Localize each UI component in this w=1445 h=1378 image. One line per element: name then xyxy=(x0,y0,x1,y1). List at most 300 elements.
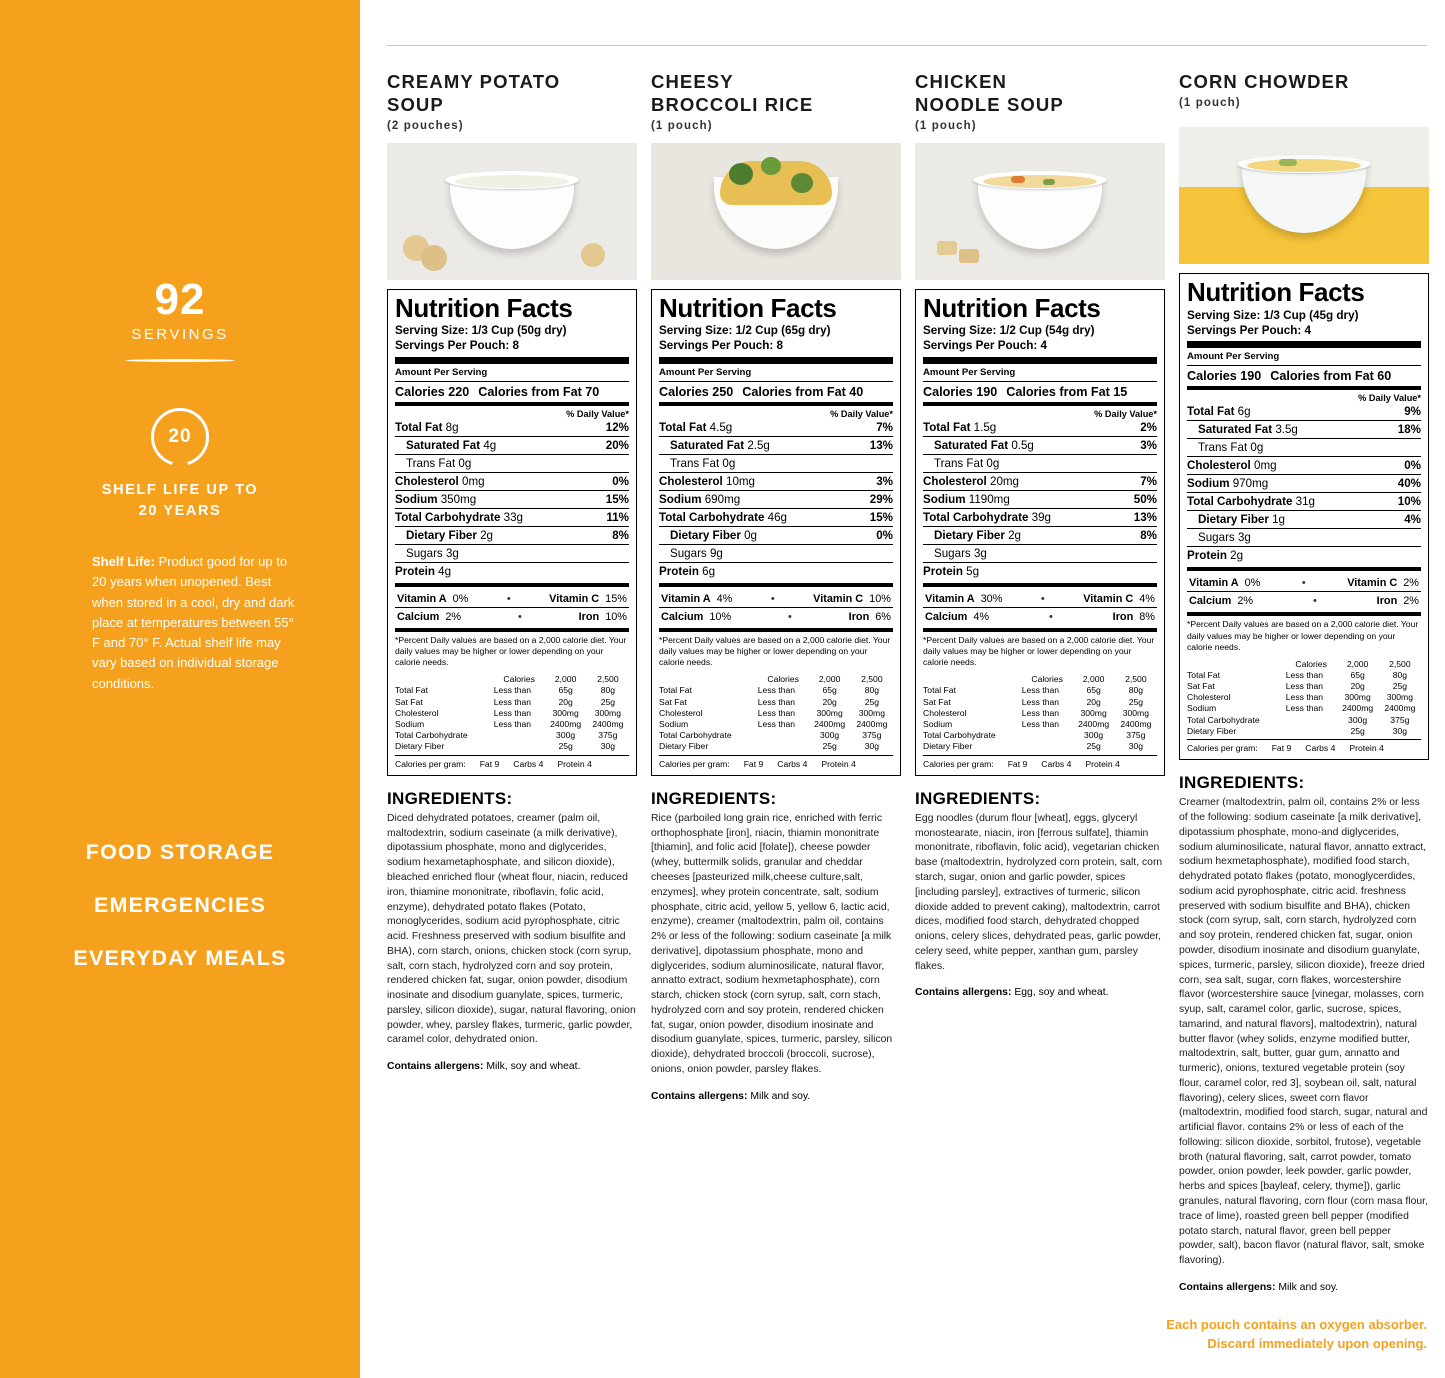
nutrient-label-2-1: Saturated Fat 0.5g xyxy=(934,439,1034,453)
daily-value-header-1: % Daily Value* xyxy=(830,409,893,420)
calcium-1: Calcium 10% xyxy=(661,610,732,623)
dv-ref-2000-3-0: 65g xyxy=(1350,669,1365,680)
dv-reference-table-2: Calories 2,000 2,500 Total Fat Less than 65g 80g Sat Fat Less than 20g 25g Cholesterol Less than 300mg 300mg Sodium Less than 2400mg 2400mg Total Carbohydrate 300g 375g Dietary Fiber 25g 30g xyxy=(923,674,1157,752)
serving-size-0: Serving Size: 1/3 Cup (50g dry) xyxy=(395,324,567,338)
dv-ref-qual-2-2: Less than xyxy=(1021,707,1060,718)
dv-reference-row-3-5 xyxy=(1187,725,1421,736)
nutrient-label-1-4: Sodium 690mg xyxy=(659,493,741,507)
divider-swoosh xyxy=(125,359,235,362)
dv-reference-table-1: Calories 2,000 2,500 Total Fat Less than 65g 80g Sat Fat Less than 20g 25g Cholesterol Less than 300mg 300mg Sodium Less than 2400mg 2400mg Total Carbohydrate 300g 375g Dietary Fiber 25g 30g xyxy=(659,674,893,752)
top-divider xyxy=(387,45,1427,46)
dv-ref-2000-3-5: 25g xyxy=(1350,725,1365,736)
dv-ref-name-2-4: Total Carbohydrate xyxy=(923,730,996,741)
dv-reference-row-2-2 xyxy=(923,707,1157,718)
servings-count: 92 xyxy=(154,275,206,324)
nutrient-dv-0-6: 8% xyxy=(612,529,629,543)
dv-ref-qual-1-0: Less than xyxy=(757,685,796,696)
dv-ref-name-2-3: Sodium xyxy=(923,718,953,729)
dv-ref-name-2-1: Sat Fat xyxy=(923,696,951,707)
nutrient-dv-0-5: 11% xyxy=(606,511,629,525)
nutrient-row-2-2 xyxy=(923,454,1157,472)
dv-ref-2500-0-5: 30g xyxy=(600,741,616,752)
nutrient-dv-1-3: 3% xyxy=(876,475,893,489)
dv-ref-2000-0-0: 65g xyxy=(558,685,573,696)
shelf-life-badge-line1: SHELF LIFE UP TO xyxy=(101,482,259,498)
badge-notch xyxy=(172,456,189,473)
ingredients-heading-0: INGREDIENTS: xyxy=(387,788,513,808)
vitamin-a-3: Vitamin A 0% xyxy=(1189,576,1261,589)
dv-ref-qual-2-0: Less than xyxy=(1021,685,1060,696)
dv-ref-name-0-0: Total Fat xyxy=(395,685,428,696)
dv-ref-2500-3-2: 300mg xyxy=(1386,692,1413,703)
dv-reference-row-2-4 xyxy=(923,730,1157,741)
mineral-dot-2: • xyxy=(1048,610,1053,623)
nutrition-facts-title-1: Nutrition Facts xyxy=(659,292,837,323)
dv-ref-qual-1-2: Less than xyxy=(757,707,796,718)
tagline-emergencies: EMERGENCIES xyxy=(93,893,267,917)
nutrient-row-1-7 xyxy=(659,544,893,562)
calcium-2: Calcium 4% xyxy=(925,610,990,623)
nutrient-row-0-8 xyxy=(395,562,629,580)
calories-per-gram-1 xyxy=(659,755,893,769)
dv-ref-2500-3-0: 80g xyxy=(1392,669,1408,680)
dv-reference-row-1-3 xyxy=(659,718,893,729)
nutrition-facts-title-0: Nutrition Facts xyxy=(395,292,573,323)
product-column-2 xyxy=(915,70,1165,1001)
dv-reference-row-3-2 xyxy=(1187,692,1421,703)
nutrient-row-2-3 xyxy=(923,472,1157,490)
nutrient-label-2-5: Total Carbohydrate 39g xyxy=(923,511,1052,525)
calories-value-3: Calories 190 xyxy=(1187,369,1262,384)
calories-value-2: Calories 190 xyxy=(923,385,998,400)
product-column-1 xyxy=(651,70,901,1104)
dv-reference-row-3-4 xyxy=(1187,714,1421,725)
cal-per-gram-protein-0: Protein 4 xyxy=(557,758,592,769)
nutrient-row-0-6 xyxy=(395,526,629,544)
nutrient-row-3-1 xyxy=(1187,420,1421,438)
dv-ref-2000-3-2: 300mg xyxy=(1344,692,1371,703)
product-title-3 xyxy=(1179,70,1429,118)
dv-ref-2500-3-5: 30g xyxy=(1392,725,1408,736)
nutrient-row-1-8 xyxy=(659,562,893,580)
nutrient-dv-3-3: 0% xyxy=(1404,459,1421,473)
cal-per-gram-carbs-0: Carbs 4 xyxy=(513,758,544,769)
dv-ref-name-0-5: Dietary Fiber xyxy=(395,741,445,752)
nutrient-label-3-3: Cholesterol 0mg xyxy=(1187,459,1277,473)
servings-block xyxy=(0,275,360,362)
dv-ref-2500-0-4: 375g xyxy=(598,730,618,741)
nutrient-label-0-8: Protein 4g xyxy=(395,565,452,579)
nutrient-row-1-1 xyxy=(659,436,893,454)
vitamin-dot-0: • xyxy=(506,592,511,605)
dv-ref-2500-2-4: 375g xyxy=(1126,730,1146,741)
nutrient-dv-1-0: 7% xyxy=(876,421,893,435)
dv-ref-qual-2-1: Less than xyxy=(1021,696,1060,707)
dv-reference-row-0-0 xyxy=(395,685,629,696)
nutrition-facts-panel-2 xyxy=(915,289,1165,776)
dv-ref-2000-0-4: 300g xyxy=(556,730,576,741)
nutrient-row-3-8 xyxy=(1187,546,1421,564)
nutrient-label-1-5: Total Carbohydrate 46g xyxy=(659,511,788,525)
dv-ref-2000-1-4: 300g xyxy=(820,730,840,741)
dv-ref-name-3-3: Sodium xyxy=(1187,703,1217,714)
product-panels xyxy=(360,0,1445,1378)
nutrient-dv-2-4: 50% xyxy=(1133,493,1157,507)
dv-ref-name-0-2: Cholesterol xyxy=(395,707,439,718)
dv-ref-2500-2-2: 300mg xyxy=(1122,707,1149,718)
dv-reference-row-1-1 xyxy=(659,696,893,707)
dv-ref-2500-1-3: 2400mg xyxy=(856,718,888,729)
dv-ref-2500-1-0: 80g xyxy=(864,685,880,696)
dv-ref-qual-3-3: Less than xyxy=(1285,703,1324,714)
nutrient-label-2-0: Total Fat 1.5g xyxy=(923,421,997,435)
dv-ref-name-0-1: Sat Fat xyxy=(395,696,423,707)
amount-per-serving-3: Amount Per Serving xyxy=(1187,351,1280,363)
nutrient-dv-3-5: 10% xyxy=(1397,495,1421,509)
shelf-life-badge-circle xyxy=(151,408,209,466)
dv-ref-2500-0-2: 300mg xyxy=(594,707,621,718)
servings-per-pouch-3: Servings Per Pouch: 4 xyxy=(1187,323,1312,337)
dv-ref-qual-0-4 xyxy=(494,730,545,741)
calories-from-fat-3: Calories from Fat 60 xyxy=(1270,369,1392,384)
nutrient-row-2-1 xyxy=(923,436,1157,454)
dv-reference-row-2-0 xyxy=(923,685,1157,696)
nutrient-row-0-7 xyxy=(395,544,629,562)
nutrient-label-3-7: Sugars 3g xyxy=(1198,531,1251,545)
dv-reference-row-1-5 xyxy=(659,741,893,752)
daily-value-header-2: % Daily Value* xyxy=(1094,409,1157,420)
dv-ref-qual-3-2: Less than xyxy=(1285,692,1324,703)
dv-ref-qual-0-5 xyxy=(494,741,545,752)
shelf-life-note-title: Shelf Life: xyxy=(92,554,155,569)
nutrition-facts-title-2: Nutrition Facts xyxy=(923,292,1101,323)
iron-0: Iron 10% xyxy=(578,610,627,623)
cal-per-gram-carbs-2: Carbs 4 xyxy=(1041,758,1072,769)
dv-ref-2500-3-4: 375g xyxy=(1390,714,1410,725)
nutrient-label-0-7: Sugars 3g xyxy=(406,547,459,561)
vitamin-c-0: Vitamin C 15% xyxy=(549,592,627,605)
oxygen-absorber-line1: Each pouch contains an oxygen absorber. xyxy=(1166,1317,1427,1333)
nutrient-row-0-3 xyxy=(395,472,629,490)
nutrient-label-2-6: Dietary Fiber 2g xyxy=(934,529,1022,543)
nutrient-label-2-8: Protein 5g xyxy=(923,565,980,579)
nutrient-row-2-5 xyxy=(923,508,1157,526)
nutrient-dv-2-0: 2% xyxy=(1140,421,1157,435)
nutrient-label-0-2: Trans Fat 0g xyxy=(406,457,472,471)
nutrient-dv-0-1: 20% xyxy=(605,439,629,453)
nutrient-dv-3-0: 9% xyxy=(1404,405,1421,419)
dv-reference-row-1-4 xyxy=(659,730,893,741)
dv-reference-table-3: Calories 2,000 2,500 Total Fat Less than 65g 80g Sat Fat Less than 20g 25g Cholesterol Less than 300mg 300mg Sodium Less than 2400mg 2400mg Total Carbohydrate 300g 375g Dietary Fiber 25g 30g xyxy=(1187,658,1421,736)
mineral-row-0 xyxy=(395,607,629,625)
vitamin-row-1 xyxy=(659,590,893,607)
dv-ref-name-0-4: Total Carbohydrate xyxy=(395,730,468,741)
ingredients-heading-2: INGREDIENTS: xyxy=(915,788,1041,808)
dv-ref-2000-0-3: 2400mg xyxy=(550,718,582,729)
nutrient-label-1-1: Saturated Fat 2.5g xyxy=(670,439,770,453)
dv-ref-name-1-5: Dietary Fiber xyxy=(659,741,709,752)
nutrient-row-0-4 xyxy=(395,490,629,508)
nutrient-label-1-0: Total Fat 4.5g xyxy=(659,421,733,435)
dv-reference-row-0-3 xyxy=(395,718,629,729)
dv-ref-2000-0-2: 300mg xyxy=(552,707,579,718)
dv-ref-2000-0-1: 20g xyxy=(558,696,573,707)
dv-ref-2500-3-3: 2400mg xyxy=(1384,703,1416,714)
nutrient-label-2-7: Sugars 3g xyxy=(934,547,987,561)
nutrient-row-1-6 xyxy=(659,526,893,544)
dv-reference-row-0-1 xyxy=(395,696,629,707)
nutrient-label-3-1: Saturated Fat 3.5g xyxy=(1198,423,1298,437)
dv-ref-2000-3-3: 2400mg xyxy=(1342,703,1374,714)
nutrient-row-1-5 xyxy=(659,508,893,526)
dv-ref-2500-1-1: 25g xyxy=(864,696,880,707)
dv-ref-name-1-1: Sat Fat xyxy=(659,696,687,707)
ingredients-heading-3: INGREDIENTS: xyxy=(1179,773,1305,793)
ingredients-text-2: Egg noodles (durum flour [wheat], eggs, glyceryl monostearate, niacin, iron [ferrous sulfate], thiamin mononitrate, riboflavin, folic acid), vegetarian chicken base (maltodextrin, hydrolyzed corn protein, salt, corn starch, sugar, onion and garlic powder, spices [including parsley], extractives of turmeric, silicon dioxide added to prevent caking), maltodextrin, carrot dices, modified food starch, dehydrated chopped onions, celery slices, dehydrated peas, garlic powder, celery seed, white pepper, xanthan gum, parsley flakes. xyxy=(915,812,1163,972)
nutrient-label-1-3: Cholesterol 10mg xyxy=(659,475,756,489)
ingredients-heading-1: INGREDIENTS: xyxy=(651,788,777,808)
dv-ref-2500-2-0: 80g xyxy=(1128,685,1144,696)
nutrient-label-3-5: Total Carbohydrate 31g xyxy=(1187,495,1316,509)
dv-ref-2000-2-1: 20g xyxy=(1086,696,1101,707)
cal-per-gram-carbs-3: Carbs 4 xyxy=(1305,743,1336,754)
nutrient-label-0-6: Dietary Fiber 2g xyxy=(406,529,494,543)
product-title-line1-3: CORN CHOWDER xyxy=(1179,71,1350,92)
nutrient-label-0-0: Total Fat 8g xyxy=(395,421,459,435)
dv-ref-qual-2-5 xyxy=(1022,741,1073,752)
nutrient-row-1-0 xyxy=(659,419,893,436)
mineral-dot-3: • xyxy=(1312,594,1317,607)
calcium-0: Calcium 2% xyxy=(397,610,462,623)
calories-from-fat-2: Calories from Fat 15 xyxy=(1006,385,1128,400)
vitamin-c-1: Vitamin C 10% xyxy=(813,592,891,605)
nutrient-dv-3-4: 40% xyxy=(1397,477,1421,491)
calories-row-0 xyxy=(395,385,629,399)
vitamin-dot-2: • xyxy=(1040,592,1045,605)
nutrient-label-3-0: Total Fat 6g xyxy=(1187,405,1251,419)
cal-per-gram-protein-3: Protein 4 xyxy=(1349,743,1384,754)
calories-value-1: Calories 250 xyxy=(659,385,734,400)
shelf-life-note xyxy=(92,552,300,694)
product-title-line1-2: CHICKEN xyxy=(915,71,1007,92)
servings-label: SERVINGS xyxy=(131,326,229,343)
dv-ref-2000-1-1: 20g xyxy=(822,696,837,707)
calcium-3: Calcium 2% xyxy=(1189,594,1254,607)
dv-ref-2000-2-3: 2400mg xyxy=(1078,718,1110,729)
nutrition-facts-title-3: Nutrition Facts xyxy=(1187,277,1365,307)
nutrient-dv-1-6: 0% xyxy=(876,529,893,543)
nutrient-row-2-7 xyxy=(923,544,1157,562)
servings-per-pouch-0: Servings Per Pouch: 8 xyxy=(395,339,520,353)
dv-ref-2500-0-0: 80g xyxy=(600,685,616,696)
dv-ref-2500-1-2: 300mg xyxy=(858,707,885,718)
dv-reference-row-2-3 xyxy=(923,718,1157,729)
servings-per-pouch-2: Servings Per Pouch: 4 xyxy=(923,339,1048,353)
dv-ref-qual-2-4 xyxy=(1022,730,1073,741)
nutrient-dv-2-6: 8% xyxy=(1140,529,1157,543)
mineral-row-3 xyxy=(1187,591,1421,609)
dv-ref-qual-3-0: Less than xyxy=(1285,669,1324,680)
product-title-line2-2: NOODLE SOUP xyxy=(915,94,1064,116)
nutrient-row-2-0 xyxy=(923,419,1157,436)
cal-per-gram-fat-0: Fat 9 xyxy=(479,758,500,769)
nutrient-row-1-3 xyxy=(659,472,893,490)
nutrient-row-3-3 xyxy=(1187,456,1421,474)
dv-reference-row-0-4 xyxy=(395,730,629,741)
nutrient-row-3-4 xyxy=(1187,474,1421,492)
dv-ref-name-0-3: Sodium xyxy=(395,718,425,729)
shelf-life-note-body: Product good for up to 20 years when unopened. Best when stored in a cool, dry and dark place at temperatures between 55° F and 70° F. Actual shelf life may vary based on individual storage conditions. xyxy=(92,554,295,691)
dv-ref-name-1-0: Total Fat xyxy=(659,685,692,696)
vitamin-row-3 xyxy=(1187,574,1421,591)
cal-per-gram-label-1: Calories per gram: xyxy=(659,758,730,769)
nutrient-label-2-2: Trans Fat 0g xyxy=(934,457,1000,471)
nutrient-dv-0-4: 15% xyxy=(605,493,629,507)
cal-per-gram-protein-2: Protein 4 xyxy=(1085,758,1120,769)
chicken-noodle-soup-photo xyxy=(915,143,1165,280)
dv-ref-2000-2-4: 300g xyxy=(1084,730,1104,741)
dv-ref-name-3-4: Total Carbohydrate xyxy=(1187,714,1260,725)
oxygen-absorber-note xyxy=(1166,1316,1427,1354)
dv-footnote-1: *Percent Daily values are based on a 2,000 calorie diet. Your daily values may be higher or lower depending on your calorie needs. xyxy=(659,635,891,668)
vitamin-row-2 xyxy=(923,590,1157,607)
left-info-panel xyxy=(0,0,360,1378)
iron-1: Iron 6% xyxy=(848,610,891,623)
product-column-3 xyxy=(1179,70,1429,1295)
daily-value-header-0: % Daily Value* xyxy=(566,409,629,420)
allergen-note-2: Contains allergens: Egg, soy and wheat. xyxy=(915,987,1109,999)
cal-per-gram-label-0: Calories per gram: xyxy=(395,758,466,769)
dv-ref-qual-1-4 xyxy=(758,730,809,741)
nutrient-row-3-2 xyxy=(1187,438,1421,456)
mineral-dot-1: • xyxy=(788,610,792,623)
nutrient-row-2-4 xyxy=(923,490,1157,508)
iron-3: Iron 2% xyxy=(1376,594,1419,607)
product-pouches-3: (1 pouch) xyxy=(1179,97,1241,110)
corn-chowder-photo xyxy=(1179,127,1429,264)
dv-reference-row-1-2 xyxy=(659,707,893,718)
dv-ref-2500-2-5: 30g xyxy=(1128,741,1144,752)
calories-per-gram-3 xyxy=(1187,739,1421,753)
nutrient-dv-1-1: 13% xyxy=(869,439,893,453)
nutrient-label-3-4: Sodium 970mg xyxy=(1187,477,1269,491)
serving-size-2: Serving Size: 1/2 Cup (54g dry) xyxy=(923,324,1095,338)
servings-per-pouch-1: Servings Per Pouch: 8 xyxy=(659,339,784,353)
dv-ref-2000-1-2: 300mg xyxy=(816,707,843,718)
dv-ref-2000-0-5: 25g xyxy=(558,741,573,752)
serving-size-1: Serving Size: 1/2 Cup (65g dry) xyxy=(659,324,831,338)
vitamin-a-2: Vitamin A 30% xyxy=(925,592,1003,605)
dv-ref-name-2-0: Total Fat xyxy=(923,685,956,696)
allergen-note-0: Contains allergens: Milk, soy and wheat. xyxy=(387,1061,581,1073)
vitamin-dot-1: • xyxy=(770,592,775,605)
nutrient-label-1-6: Dietary Fiber 0g xyxy=(670,529,758,543)
product-title-line2-0: SOUP xyxy=(387,94,444,116)
product-pouches-2: (1 pouch) xyxy=(915,120,977,133)
shelf-life-badge-text xyxy=(0,480,360,522)
calories-from-fat-1: Calories from Fat 40 xyxy=(742,385,864,400)
shelf-life-badge-number: 20 xyxy=(168,426,192,447)
nutrient-row-0-5 xyxy=(395,508,629,526)
tagline-everyday-meals: EVERYDAY MEALS xyxy=(73,946,287,970)
allergen-note-3: Contains allergens: Milk and soy. xyxy=(1179,1281,1339,1293)
nutrient-label-0-5: Total Carbohydrate 33g xyxy=(395,511,524,525)
nutrient-row-3-6 xyxy=(1187,510,1421,528)
ingredients-text-3: Creamer (maltodextrin, palm oil, contains 2% or less of the following: sodium caseinate [a milk derivative], dipotassium phosphate, mono-and diglycerides, sodium aluminosilicate, natural flavor, annatto extract, sodium hexmetaphosphate), modified food starch, dehydrated potato flakes (potato, monoglycerdides, sodium acid pyrophosphate, citric acid. freshness preserved with sodium bisulfite and BHA), chicken stock (corn syrup, salt, corn starch, hydrolyzed corn and soy protein, rendered chicken fat, sugar, onion powder, disodium inosinate and disodium guanylate, spices, turmeric, parsley, silicon dioxide), freeze dried corn, sea salt, sugar, corn flakes, worcestershire flavor (worcestershire sauce [vinegar, molasses, corn syup, salt, caramel color, garlic, sucrose, spices, tamarind, and natural flavors], maltodextrin), natural butter flavor (whey solids, enzyme modified butter, maltodextrin, salt, butter, guar gum, annatto and turmeric), onions, textured vegetable protein (soy flour, caramel color, red 3], soybean oil, salt, natural flavoring), celery slices, sweet corn flavor (maltodextrin, modified food starch, sugar, natural and artificial flavor. contains 2% or less of each of the following: silicon dioxide, sorbitol, frutose), vegetable broth (natural flavoring, salt, carrot powder, tomato powder, onion powder, leek powder, garlic powder, herbs and spices [bayleaf, celery, thyme]), garlic granules, natural flavoring, corn flour (corn masa flour, trace of lime), roasted green bell pepper (modified potato starch, natural flavor, green bell pepper powder, salt), bacon flavor (natural flavor, salt, smoke flavoring). xyxy=(1179,797,1428,1267)
nutrient-row-1-4 xyxy=(659,490,893,508)
dv-ref-2000-2-0: 65g xyxy=(1086,685,1101,696)
mineral-row-2 xyxy=(923,607,1157,625)
cal-per-gram-label-3: Calories per gram: xyxy=(1187,743,1258,754)
dv-ref-name-1-3: Sodium xyxy=(659,718,689,729)
tagline-food-storage: FOOD STORAGE xyxy=(85,840,275,864)
dv-ref-name-1-2: Cholesterol xyxy=(659,707,703,718)
dv-footnote-2: *Percent Daily values are based on a 2,000 calorie diet. Your daily values may be higher or lower depending on your calorie needs. xyxy=(923,635,1155,668)
nutrient-dv-0-0: 12% xyxy=(605,421,629,435)
product-pouches-0: (2 pouches) xyxy=(387,120,464,133)
dv-reference-row-3-0 xyxy=(1187,669,1421,680)
dv-ref-name-3-1: Sat Fat xyxy=(1187,680,1215,691)
vitamin-a-1: Vitamin A 4% xyxy=(661,592,733,605)
dv-reference-table-0: Calories 2,000 2,500 Total Fat Less than 65g 80g Sat Fat Less than 20g 25g Cholesterol Less than 300mg 300mg Sodium Less than 2400mg 2400mg Total Carbohydrate 300g 375g Dietary Fiber 25g 30g xyxy=(395,674,629,752)
shelf-life-badge-line2: 20 YEARS xyxy=(138,503,222,520)
nutrient-dv-2-3: 7% xyxy=(1140,475,1157,489)
dv-ref-qual-1-1: Less than xyxy=(757,696,796,707)
cal-per-gram-carbs-1: Carbs 4 xyxy=(777,758,808,769)
calories-from-fat-0: Calories from Fat 70 xyxy=(478,385,600,400)
nutrient-label-1-2: Trans Fat 0g xyxy=(670,457,736,471)
dv-reference-row-2-1 xyxy=(923,696,1157,707)
dv-ref-qual-0-2: Less than xyxy=(493,707,532,718)
nutrient-row-3-7 xyxy=(1187,528,1421,546)
vitamin-row-0 xyxy=(395,590,629,607)
vitamin-c-2: Vitamin C 4% xyxy=(1083,592,1155,605)
nutrient-row-1-2 xyxy=(659,454,893,472)
dv-ref-name-3-0: Total Fat xyxy=(1187,669,1220,680)
nutrient-label-3-8: Protein 2g xyxy=(1187,549,1244,563)
dv-ref-2500-0-1: 25g xyxy=(600,696,616,707)
mineral-row-1 xyxy=(659,607,893,625)
product-title-line2-1: BROCCOLI RICE xyxy=(651,94,814,116)
serving-size-3: Serving Size: 1/3 Cup (45g dry) xyxy=(1187,308,1359,322)
nutrient-dv-2-5: 13% xyxy=(1133,511,1157,525)
product-column-0 xyxy=(387,70,637,1075)
nutrient-row-3-0 xyxy=(1187,403,1421,420)
dv-ref-name-2-2: Cholesterol xyxy=(923,707,967,718)
nutrient-label-3-6: Dietary Fiber 1g xyxy=(1198,513,1286,527)
nutrient-dv-3-1: 18% xyxy=(1397,423,1421,437)
oxygen-absorber-line2: Discard immediately upon opening. xyxy=(1207,1336,1427,1352)
dv-footnote-0: *Percent Daily values are based on a 2,000 calorie diet. Your daily values may be higher or lower depending on your calorie needs. xyxy=(395,635,627,668)
calories-per-gram-0 xyxy=(395,755,629,769)
mineral-dot-0: • xyxy=(517,610,522,623)
product-title-line1-1: CHEESY xyxy=(651,71,734,92)
nutrient-label-1-7: Sugars 9g xyxy=(670,547,723,561)
dv-ref-2500-0-3: 2400mg xyxy=(592,718,624,729)
ingredients-text-0: Diced dehydrated potatoes, creamer (palm oil, maltodextrin, sodium caseinate (a milk derivative), dipotassium phosphate, mono and diglycerides, sodium hexametaphosphate, and silicon dioxide), bleached enriched flour (wheat flour, niacin, reduced iron, thiamine mononitrate, riboflavin, folic acid, enzyme), dehydrated potato flakes (Potato, monoglycerides, sodium acid pyrophosphate, citric acid. Freshness preserved with sodium bisulfite and BHA), corn starch, onions, chicken stock (corn syrup, salt, corn stach, hydrolyzed corn and soy protein, rendered chicken fat, sugar, onion powder, disodium inosinate and disodium guanylate, spices, turmeric, parsley, silicon dioxide), sugar, natural flavoring, onion powder, whey, parsley flakes, turmeric, garlic powder, caramel color, dehydrated onion. xyxy=(387,812,636,1046)
nutrient-row-2-6 xyxy=(923,526,1157,544)
dv-ref-2000-3-1: 20g xyxy=(1350,680,1365,691)
product-pouches-1: (1 pouch) xyxy=(651,120,713,133)
shelf-life-badge xyxy=(0,408,360,522)
dv-ref-qual-3-4 xyxy=(1286,714,1337,725)
dv-ref-qual-2-3: Less than xyxy=(1021,718,1060,729)
nutrient-dv-1-5: 15% xyxy=(869,511,893,525)
dv-ref-qual-3-1: Less than xyxy=(1285,680,1324,691)
dv-reference-row-2-5 xyxy=(923,741,1157,752)
nutrition-facts-panel-3 xyxy=(1179,273,1429,760)
cal-per-gram-fat-1: Fat 9 xyxy=(743,758,764,769)
